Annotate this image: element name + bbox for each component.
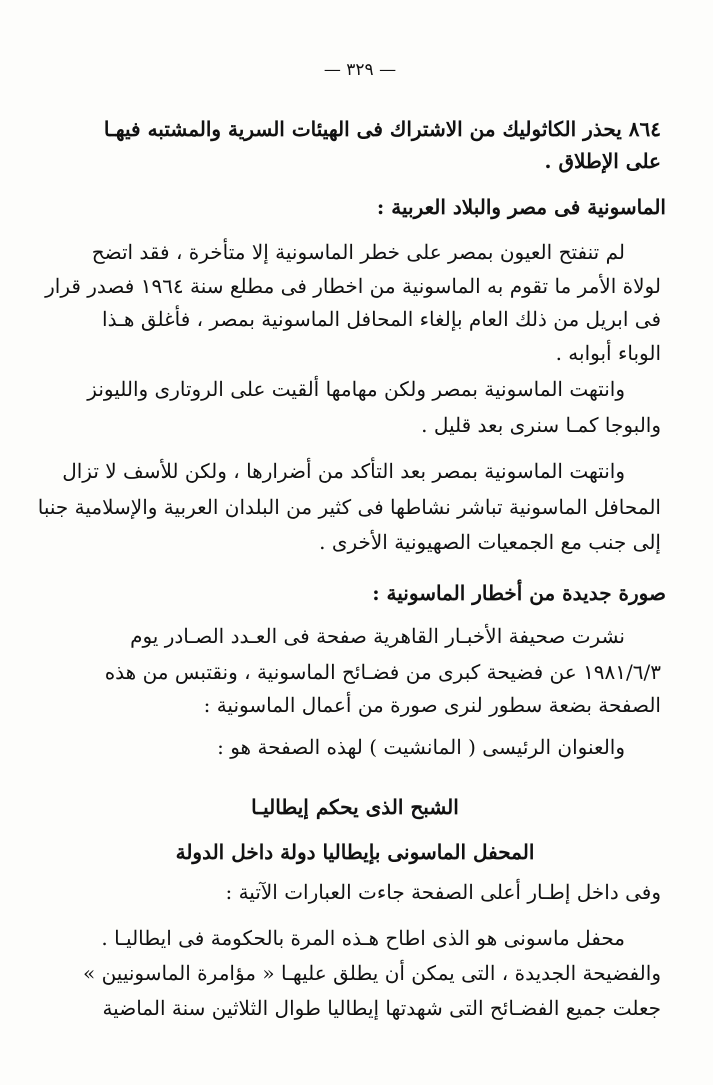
paragraph-line: إلى جنب مع الجمعيات الصهيونية الأخرى .	[319, 530, 661, 554]
paragraph-line: ٨٦٤ يحذر الكاثوليك من الاشتراك فى الهيئات السرية والمشتبه فيهـا	[103, 117, 661, 141]
paragraph-line: والبوجا كمـا سنرى بعد قليل .	[421, 413, 661, 437]
paragraph-line: لم تنفتح العيون بمصر على خطر الماسونية إلا متأخرة ، فقد اتضح	[91, 240, 625, 264]
section-heading: صورة جديدة من أخطار الماسونية :	[372, 581, 666, 605]
paragraph-line: الصفحة بضعة سطور لنرى صورة من أعمال الماسونية :	[203, 693, 661, 717]
paragraph-line: وفى داخل إطـار أعلى الصفحة جاءت العبارات الآتية :	[225, 880, 661, 904]
paragraph-line: والعنوان الرئيسى ( المانشيت ) لهذه الصفحة هو :	[217, 735, 625, 759]
paragraph-line: وانتهت الماسونية بمصر ولكن مهامها ألقيت على الروتارى والليونز	[87, 377, 625, 401]
paragraph-line: جعلت جميع الفضـائح التى شهدتها إيطاليا طوال الثلاثين سنة الماضية	[102, 996, 661, 1020]
paragraph-line: فى ابريل من ذلك العام بإلغاء المحافل الماسونية بمصر ، فأغلق هـذا	[102, 307, 661, 331]
paragraph-line: نشرت صحيفة الأخبـار القاهرية صفحة فى العـدد الصـادر يوم	[130, 624, 625, 648]
paragraph-line: المحافل الماسونية تباشر نشاطها فى كثير من البلدان العربية والإسلامية جنبا	[37, 495, 661, 519]
paragraph-line: لولاة الأمر ما تقوم به الماسونية من اخطار فى مطلع سنة ١٩٦٤ فصدر قرار	[45, 274, 661, 298]
paragraph-line: محفل ماسونى هو الذى اطاح هـذه المرة بالحكومة فى ايطاليـا .	[101, 926, 625, 950]
headline: المحفل الماسونى بإيطاليا دولة داخل الدولة	[175, 840, 535, 864]
page-number: — ٣٢٩ —	[323, 60, 397, 80]
section-heading: الماسونية فى مصر والبلاد العربية :	[376, 195, 666, 219]
paragraph-line: ١٩٨١/٦/٣ عن فضيحة كبرى من فضـائح الماسونية ، ونقتبس من هذه	[104, 660, 661, 684]
headline: الشبح الذى يحكم إيطاليـا	[251, 795, 459, 819]
paragraph-line: وانتهت الماسونية بمصر بعد التأكد من أضرارها ، ولكن للأسف لا تزال	[62, 459, 625, 483]
paragraph-line: الوباء أبوابه .	[555, 341, 661, 365]
paragraph-line: والفضيحة الجديدة ، التى يمكن أن يطلق عليهـا « مؤامرة الماسونيين »	[82, 961, 661, 985]
paragraph-line: على الإطلاق .	[544, 149, 661, 173]
